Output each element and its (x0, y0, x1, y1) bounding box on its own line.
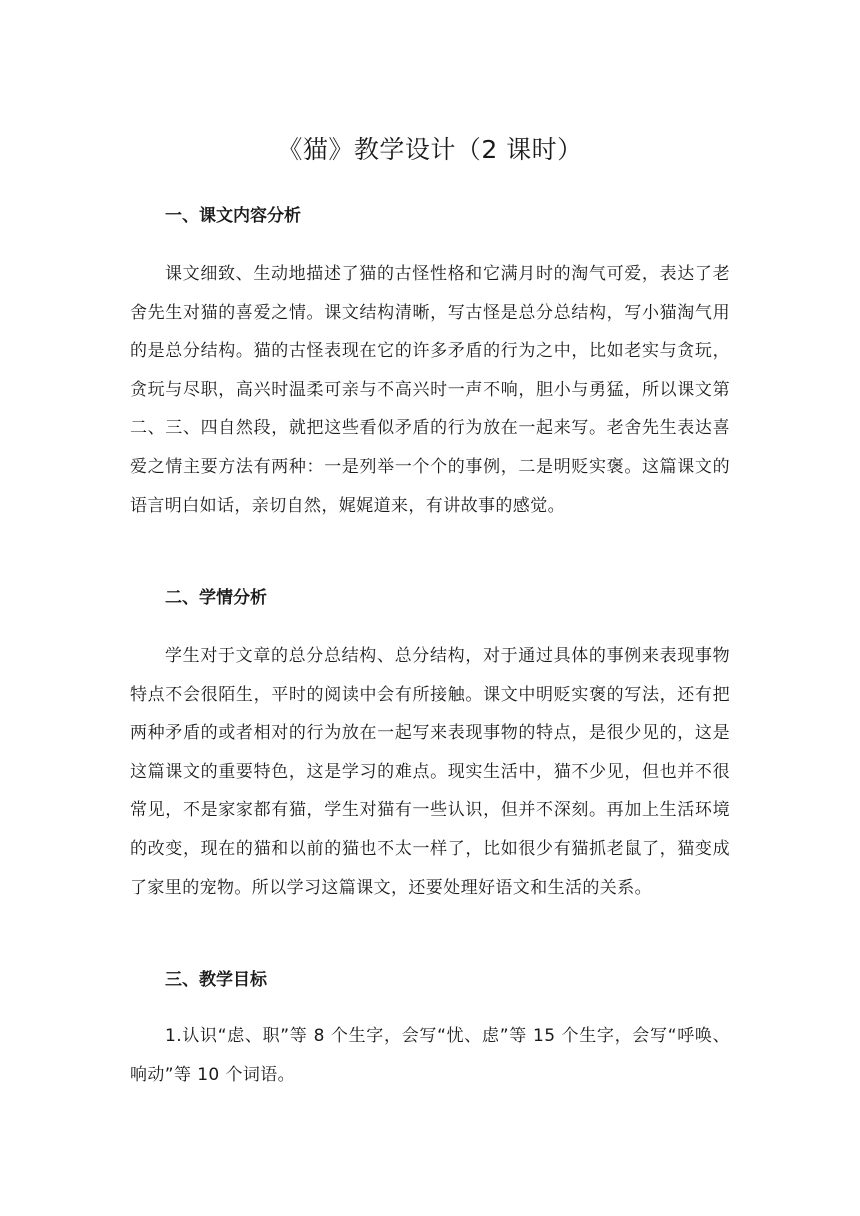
paragraph-teaching-goal-1: 1.认识“虑、职”等 8 个生字，会写“忧、虑”等 15 个生字，会写“呼唤、响动”等 10 个词语。 (130, 1026, 730, 1085)
section-heading-teaching-goals: 三、教学目标 (165, 970, 267, 990)
paragraph-content-analysis: 课文细致、生动地描述了猫的古怪性格和它满月时的淘气可爱，表达了老舍先生对猫的喜爱之情。课文结构清晰，写古怪是总分总结构，写小猫淘气用的是总分结构。猫的古怪表现在它的许多矛盾的行为之中，比如老实与贪玩，贪玩与尽职，高兴时温柔可亲与不高兴时一声不响，胆小与勇猛，所以课文第二、三、四自然段，就把这些看似矛盾的行为放在一起来写。老舍先生表达喜爱之情主要方法有两种：一是列举一个个的事例，二是明贬实褒。这篇课文的语言明白如话，亲切自然，娓娓道来，有讲故事的感觉。 (130, 264, 730, 516)
section-heading-content-analysis: 一、课文内容分析 (165, 206, 301, 226)
document-title: 《猫》教学设计（2 课时） (277, 135, 583, 164)
section-heading-learner-analysis: 二、学情分析 (165, 588, 267, 608)
paragraph-learner-analysis: 学生对于文章的总分总结构、总分结构，对于通过具体的事例来表现事物特点不会很陌生，平时的阅读中会有所接触。课文中明贬实褒的写法，还有把两种矛盾的或者相对的行为放在一起写来表现事物的特点，是很少见的，这是这篇课文的重要特色，这是学习的难点。现实生活中，猫不少见，但也并不很常见，不是家家都有猫，学生对猫有一些认识，但并不深刻。再加上生活环境的改变，现在的猫和以前的猫也不太一样了，比如很少有猫抓老鼠了，猫变成了家里的宠物。所以学习这篇课文，还要处理好语文和生活的关系。 (130, 646, 730, 898)
